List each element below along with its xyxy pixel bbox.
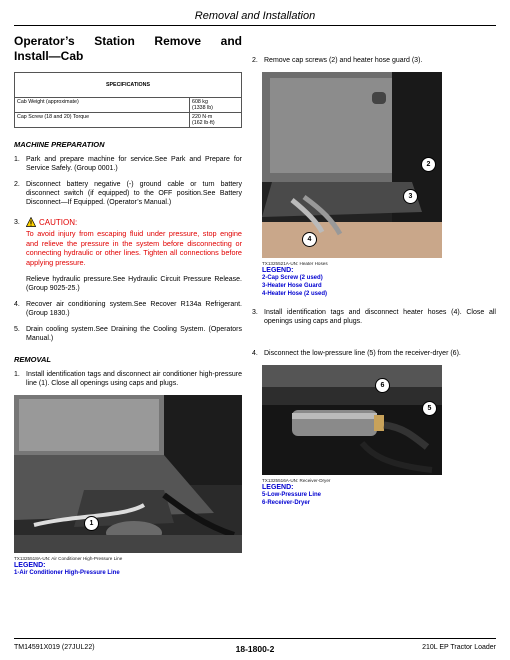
machine-prep-heading: MACHINE PREPARATION bbox=[14, 140, 105, 149]
photo-ac-high-pressure-line bbox=[14, 395, 242, 553]
spec-value-metric: 608 kg bbox=[192, 99, 208, 105]
legend-heading: LEGEND: bbox=[262, 484, 294, 491]
figure-caption: TX1325518A-UN: Air Conditioner High-Pressure Line bbox=[14, 556, 123, 561]
photo-illustration bbox=[262, 72, 442, 258]
legend-item: 2-Cap Screw (2 used) bbox=[262, 275, 323, 281]
step-number: 1. bbox=[14, 156, 20, 163]
legend-heading: LEGEND: bbox=[262, 267, 294, 274]
spec-item: Cap Screw (18 and 20) Torque bbox=[15, 113, 190, 128]
spec-value bbox=[190, 113, 242, 128]
removal-step bbox=[252, 349, 496, 358]
callout-1: 1 bbox=[84, 516, 99, 531]
legend-item: 6-Receiver-Dryer bbox=[262, 500, 311, 506]
step-number: 4. bbox=[14, 301, 20, 308]
photo-heater-hoses bbox=[262, 72, 442, 258]
legend-heading: LEGEND: bbox=[14, 562, 46, 569]
step-number: 5. bbox=[14, 326, 20, 333]
legend-item: 3-Heater Hose Guard bbox=[262, 283, 322, 289]
figure-caption: TX1325516A-UN: Receiver-Dryer bbox=[262, 478, 331, 483]
spec-value-imperial: (1338 lb) bbox=[192, 105, 213, 111]
page-header-title: Removal and Installation bbox=[194, 10, 316, 22]
callout-3: 3 bbox=[403, 189, 418, 204]
section-title bbox=[14, 34, 242, 64]
callout-4: 4 bbox=[302, 232, 317, 247]
table-row bbox=[15, 113, 242, 128]
step-text: Disconnect the low-pressure line (5) from the receiver-dryer (6). bbox=[264, 350, 461, 357]
step-text: Install identification tags and disconnect heater hoses (4). Close all openings using caps and plugs. bbox=[264, 309, 496, 325]
spec-item: Cab Weight (approximate) bbox=[15, 98, 190, 113]
legend-item: 5-Low-Pressure Line bbox=[262, 492, 322, 498]
photo-receiver-dryer bbox=[262, 365, 442, 475]
prep-step bbox=[14, 180, 242, 207]
specifications-heading: SPECIFICATIONS bbox=[15, 73, 242, 98]
step-text: Recover air conditioning system.See Recover R134a Refrigerant. (Group 1830.) bbox=[26, 301, 242, 317]
figure-caption: TX1325521A-UN: Heater Hoses bbox=[262, 261, 328, 266]
legend-item: 4-Heater Hose (2 used) bbox=[262, 291, 328, 297]
step-number: 1. bbox=[14, 371, 20, 378]
removal-step bbox=[252, 56, 496, 65]
title-word: Remove bbox=[154, 34, 202, 48]
spec-value-metric: 220 N·m bbox=[192, 114, 213, 120]
caution-text: To avoid injury from escaping fluid under pressure, stop engine and relieve the pressure in the system before disconnecting or connecting hydraulic or other lines. Tighten all connections before applying pressure. bbox=[26, 229, 242, 267]
removal-step bbox=[14, 370, 242, 388]
left-column bbox=[14, 34, 242, 577]
removal-step bbox=[252, 308, 496, 326]
step-number: 3. bbox=[14, 218, 20, 226]
table-row bbox=[15, 98, 242, 113]
specifications-table bbox=[14, 72, 242, 128]
title-word: Operator’s bbox=[14, 34, 75, 48]
footer-page-number: 18-1800-2 bbox=[235, 644, 275, 654]
callout-5: 5 bbox=[422, 401, 437, 416]
footer-divider bbox=[14, 638, 496, 639]
prep-step bbox=[14, 155, 242, 173]
footer-doc-id: TM14591X019 (27JUL22) bbox=[14, 644, 95, 651]
caution-warning-icon bbox=[26, 217, 36, 227]
header-divider bbox=[14, 25, 496, 26]
step-number: 2. bbox=[14, 181, 20, 188]
prep-step bbox=[14, 325, 242, 343]
step-number: 2. bbox=[252, 57, 258, 64]
step-number: 3. bbox=[252, 309, 258, 316]
title-word: Station bbox=[94, 34, 135, 48]
caution-label: CAUTION: bbox=[39, 217, 78, 227]
callout-2: 2 bbox=[421, 157, 436, 172]
step-text: Remove cap screws (2) and heater hose guard (3). bbox=[264, 57, 423, 64]
step-number: 4. bbox=[252, 350, 258, 357]
photo-illustration bbox=[262, 365, 442, 475]
caution-row bbox=[14, 217, 242, 227]
step-3-text: Relieve hydraulic pressure.See Hydraulic Circuit Pressure Release. (Group 9025-25.) bbox=[26, 276, 242, 292]
title-word: and bbox=[220, 34, 242, 48]
title-line-2: Install—Cab bbox=[14, 49, 84, 63]
step-text: Drain cooling system.See Draining the Cooling System. (Operators Manual.) bbox=[26, 326, 242, 342]
footer-machine-model: 210L EP Tractor Loader bbox=[422, 644, 496, 651]
spec-value bbox=[190, 98, 242, 113]
photo-illustration bbox=[14, 395, 242, 553]
prep-step bbox=[14, 300, 242, 318]
step-text: Disconnect battery negative (-) ground cable or turn battery disconnect switch (if equipped) to the OFF position.See Battery Disconnect—If Equipped. (Operator’s Manual.) bbox=[26, 181, 242, 206]
step-text: Park and prepare machine for service.See Park and Prepare for Service Safely. (Group 0001.) bbox=[26, 156, 242, 172]
legend-item: 1-Air Conditioner High-Pressure Line bbox=[14, 570, 120, 576]
right-column bbox=[252, 56, 496, 507]
spec-value-imperial: (162 lb·ft) bbox=[192, 120, 215, 126]
step-text: Install identification tags and disconnect air conditioner high-pressure line (1). Close all openings using caps and plugs. bbox=[26, 371, 242, 387]
callout-6: 6 bbox=[375, 378, 390, 393]
removal-heading: REMOVAL bbox=[14, 355, 51, 364]
